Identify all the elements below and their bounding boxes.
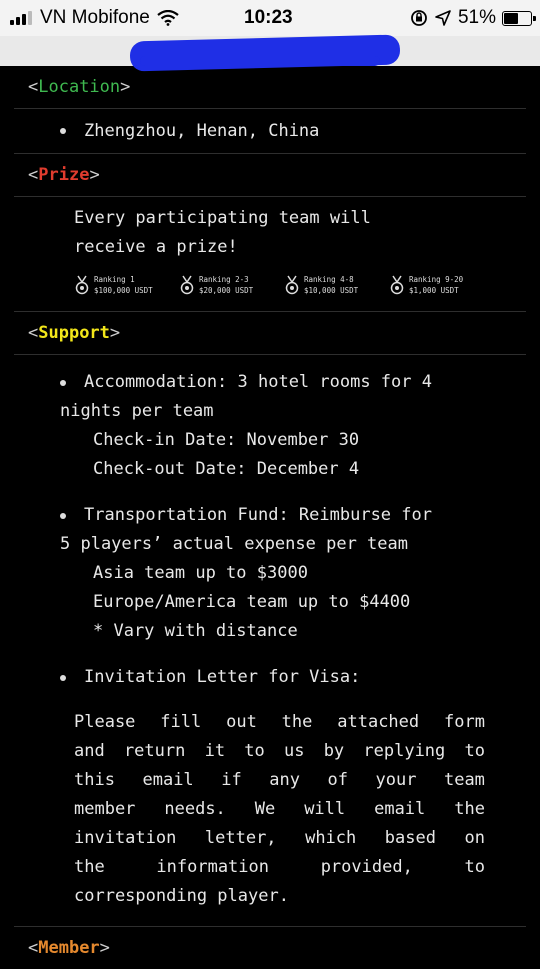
accommodation-item [14, 368, 526, 397]
visa-word: the [454, 799, 485, 819]
signal-icon [10, 11, 34, 25]
visa-word: letter, [204, 828, 277, 848]
visa-word: to [464, 857, 485, 877]
visa-word: Please [74, 712, 136, 732]
medal-icon [74, 275, 90, 295]
prize-line-2: receive a prize! [74, 237, 238, 257]
visa-word: on [464, 828, 485, 848]
prize-section [14, 196, 526, 311]
visa-word: email [142, 770, 194, 790]
asia-fund: Asia team up to $3000 [93, 563, 308, 583]
location-section [14, 108, 526, 153]
visa-word: replying [363, 741, 446, 761]
accommodation-line-2: nights per team [60, 401, 214, 421]
rank-label: Ranking 2-3 [199, 275, 249, 284]
redaction-mark-lower [140, 56, 380, 66]
visa-word: information [156, 857, 269, 877]
status-left [10, 7, 179, 29]
transport-line-2: 5 players’ actual expense per team [60, 534, 408, 554]
rank-label: Ranking 1 [94, 275, 135, 284]
status-bar [0, 0, 540, 36]
visa-word: this [74, 770, 115, 790]
visa-word: any [269, 770, 300, 790]
rank-item [74, 274, 179, 296]
visa-word: to [244, 741, 265, 761]
bullet-dot [60, 128, 66, 134]
visa-word: and [74, 741, 105, 761]
visa-word: the [74, 857, 105, 877]
visa-word: member [74, 799, 136, 819]
visa-word: us [283, 741, 305, 761]
visa-line [74, 853, 485, 882]
visa-word: attached [337, 712, 420, 732]
bullet-dot [60, 380, 66, 386]
battery-percent: 51% [457, 7, 496, 28]
visa-word: will [304, 799, 346, 819]
email-content [14, 66, 526, 969]
prize-rankings [14, 274, 526, 296]
rank-item [284, 274, 389, 296]
wifi-icon [157, 10, 179, 26]
visa-word: needs. [164, 799, 226, 819]
rank-label: Ranking 4-8 [304, 275, 354, 284]
transport-item [14, 501, 526, 530]
rank-item [179, 274, 284, 296]
visa-word: provided, [320, 857, 413, 877]
prize-text [14, 197, 526, 262]
visa-line [74, 824, 485, 853]
location-heading: <Location> [28, 77, 131, 97]
location-item [14, 109, 526, 146]
bullet-dot [60, 513, 66, 519]
visa-line [74, 795, 485, 824]
visa-word: by [323, 741, 345, 761]
bullet-dot [60, 675, 66, 681]
visa-word: based [384, 828, 436, 848]
visa-word: form [444, 712, 485, 732]
visa-word: the [281, 712, 313, 732]
address-bar[interactable] [0, 36, 540, 66]
carrier-name: VN Mobifone [40, 7, 150, 28]
visa-word: out [226, 712, 257, 732]
visa-paragraph [14, 692, 485, 911]
clock: 10:23 [244, 7, 293, 28]
accommodation-block [14, 355, 526, 484]
distance-note: * Vary with distance [93, 621, 298, 641]
visa-word: fill [160, 712, 202, 732]
visa-word: of [327, 770, 348, 790]
visa-word: if [221, 770, 242, 790]
medal-icon [179, 275, 195, 295]
visa-word: it [204, 741, 226, 761]
rank-amount: $100,000 USDT [94, 286, 153, 295]
orientation-lock-icon [410, 9, 428, 27]
visa-word: return [123, 741, 186, 761]
support-heading: <Support> [14, 311, 526, 354]
visa-block [14, 646, 526, 911]
visa-word: email [374, 799, 426, 819]
medal-icon [389, 275, 405, 295]
rank-amount: $20,000 USDT [199, 286, 254, 295]
prize-heading: <Prize> [14, 153, 526, 196]
visa-word: We [254, 799, 276, 819]
checkin-date: Check-in Date: November 30 [93, 430, 360, 450]
transport-block [14, 484, 526, 646]
location-text: Zhengzhou, Henan, China [84, 121, 320, 141]
rank-label: Ranking 9-20 [409, 275, 464, 284]
visa-word: to [464, 741, 485, 761]
visa-line [74, 708, 485, 737]
transport-line-1: Transportation Fund: Reimburse for [84, 505, 432, 525]
visa-word: which [305, 828, 357, 848]
location-arrow-icon [434, 9, 452, 27]
accommodation-line-1: Accommodation: 3 hotel rooms for 4 [84, 372, 432, 392]
member-heading: <Member> [14, 926, 526, 969]
visa-word: your [375, 770, 417, 790]
rank-item [389, 274, 494, 296]
europe-fund: Europe/America team up to $4400 [93, 592, 411, 612]
visa-item [14, 663, 526, 692]
visa-word: team [443, 770, 485, 790]
support-section [14, 354, 526, 926]
rank-amount: $10,000 USDT [304, 286, 359, 295]
visa-line [74, 737, 485, 766]
visa-line [74, 766, 485, 795]
visa-title: Invitation Letter for Visa: [84, 667, 361, 687]
battery-icon [502, 11, 532, 26]
prize-line-1: Every participating team will [74, 208, 371, 228]
checkout-date: Check-out Date: December 4 [93, 459, 360, 479]
visa-word: invitation [74, 828, 177, 848]
rank-amount: $1,000 USDT [409, 286, 459, 295]
visa-last-line: corresponding player. [74, 886, 289, 906]
medal-icon [284, 275, 300, 295]
status-right [410, 7, 532, 29]
